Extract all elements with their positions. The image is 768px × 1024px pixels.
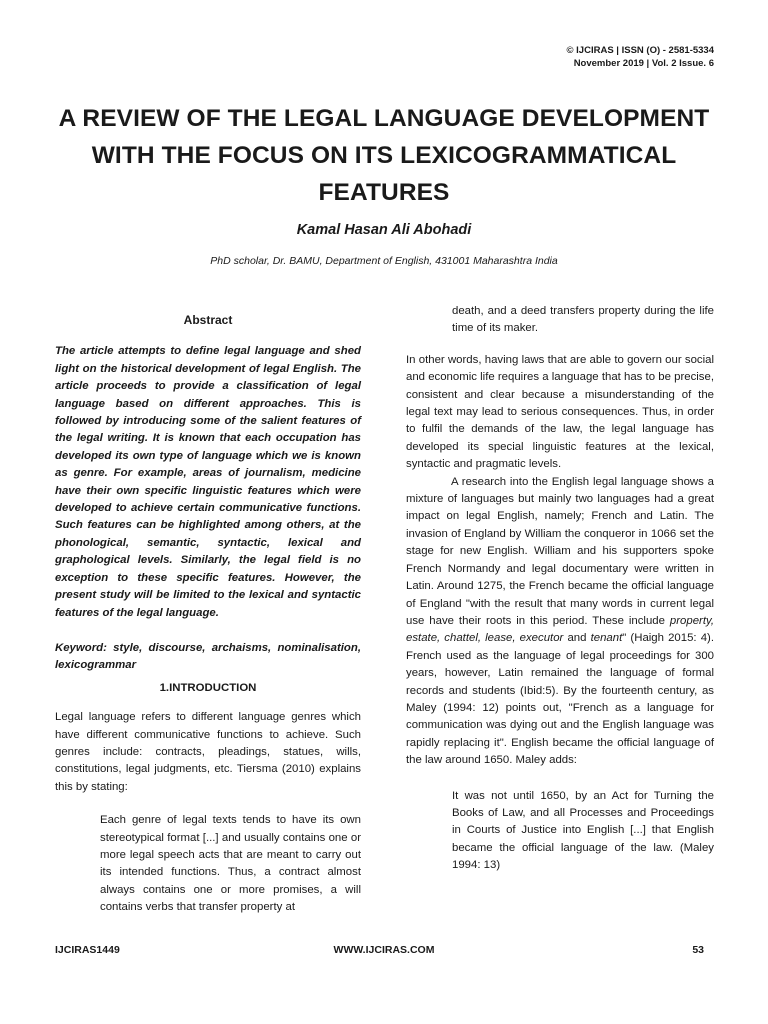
history-terms-1: property, estate, chattel, lease, executor <box>406 614 714 645</box>
keywords: Keyword: style, discourse, archaisms, nominalisation, lexicogrammar <box>55 641 361 672</box>
history-text-b: " (Haigh 2015: 4). French used as the language of legal proceedings for 300 years, however, Latin remained the language of formal records and students (Ibid:5). By the fourteenth century, as Maley (1994: 12) points out, "French as a language for communication was dying out and the English language was rapidly replacing it". English became the official language of the law around 1650. Maley adds: <box>406 632 715 767</box>
journal-header <box>567 44 714 70</box>
block-quote-tiersma-continued: death, and a deed transfers property during the life time of its maker. <box>452 305 714 335</box>
block-quote-tiersma: Each genre of legal texts tends to have its own stereotypical format [...] and usually contains one or more legal speech acts that are meant to carry out its intended functions. Thus, a contract almost always contains one or more promises, a will contains verbs that transfer property at <box>100 814 361 914</box>
footer-paper-id: IJCIRAS1449 <box>55 944 120 956</box>
footer-website: WWW.IJCIRAS.COM <box>333 944 435 956</box>
abstract-heading: Abstract <box>183 313 233 327</box>
intro-paragraph: Legal language refers to different language genres which have different communicative functions to achieve. Such genres include: contracts, pleadings, statues, wills, constitutions, legal judgments, etc. Tiersma (2010) explains this by stating: <box>55 711 361 793</box>
author-name: Kamal Hasan Ali Abohadi <box>296 222 472 238</box>
history-text-and: and <box>563 632 591 645</box>
paragraph-precision: In other words, having laws that are able to govern our social and economic life requires a language that has to be precise, consistent and clear because a misunderstanding of the legal text may lead to serious consequences. Thus, in order to fulfil the demands of the law, the legal language has developed its special linguistic features at the lexical, syntactic and pragmatic levels. <box>406 353 714 471</box>
left-column <box>55 312 361 917</box>
history-text-a: A research into the English legal language shows a mixture of languages but mainly two languages had a great impact on legal English, namely; French and Latin. The invasion of England by William the conqueror in 1066 set the stage for new English. William and his supporters spoke French Normandy and legal documentary were written in Latin. Around 1275, the French became the official language of England "with the result that many words in current legal use have their roots in this period. These include <box>406 475 714 627</box>
section-heading-introduction: 1.INTRODUCTION <box>159 681 257 694</box>
author-affiliation: PhD scholar, Dr. BAMU, Department of English, 431001 Maharashtra India <box>210 255 558 267</box>
journal-issn: © IJCIRAS | ISSN (O) - 2581-5334 <box>566 45 714 56</box>
paragraph-history <box>406 474 714 770</box>
abstract-body: The article attempts to define legal language and shed light on the historical development of legal English. The article proceeds to provide a classification of legal language based on different approaches. This is followed by introducing some of the salient features of the legal writing. It is known that each occupation has developed its own type of language which we is known as genre. For example, areas of journalism, medicine have their own specific linguistic features which were developed to achieve certain communicative functions. Such features can be highlighted among others, at the phonological, semantic, syntactic, lexical and graphological levels. Similarly, the legal field is no exception to these specific features. However, the present study will be limited to the lexical and syntactic features of the legal language. <box>55 345 361 619</box>
paper-title: A REVIEW OF THE LEGAL LANGUAGE DEVELOPMENT WITH THE FOCUS ON ITS LEXICOGRAMMATICAL FEATURES <box>58 105 710 206</box>
block-quote-maley: It was not until 1650, by an Act for Turning the Books of Law, and all Processes and Proceedings in Courts of Justice into English [...] that English became the official language of the law. (Maley 1994: 13) <box>452 789 714 872</box>
history-terms-2: tenant <box>590 632 623 645</box>
journal-issue: November 2019 | Vol. 2 Issue. 6 <box>573 58 714 69</box>
footer-page-number: 53 <box>692 944 704 956</box>
right-column <box>406 303 714 875</box>
